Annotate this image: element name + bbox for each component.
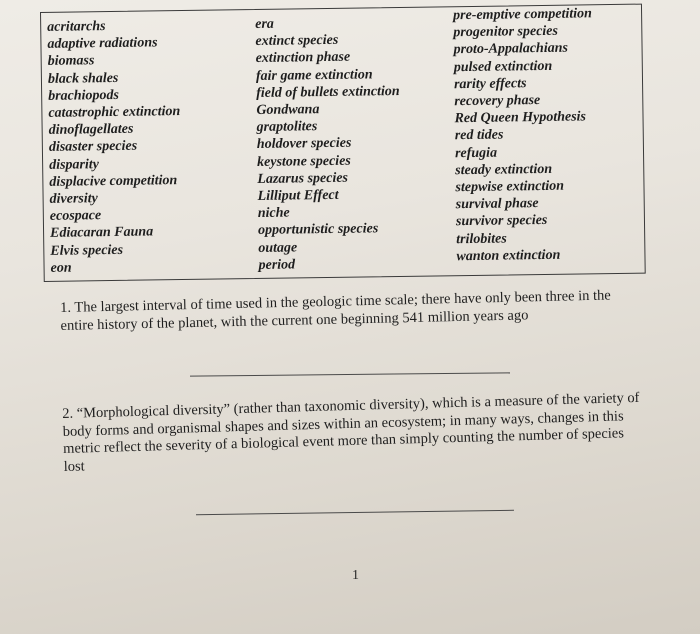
word-bank-term: black shales (47, 70, 119, 87)
word-bank-term: steady extinction (455, 161, 553, 179)
word-bank-term: niche (257, 205, 290, 222)
word-bank-term: diversity (49, 191, 98, 207)
word-bank-term: extinct species (255, 33, 339, 50)
word-bank-term: Lilliput Effect (257, 187, 339, 205)
word-bank-term: refugia (454, 145, 498, 161)
word-bank-term: adaptive radiations (47, 35, 158, 53)
word-bank-term: brachiopods (48, 87, 120, 104)
word-bank-term: holdover species (256, 136, 352, 153)
word-bank-term: Elvis species (50, 242, 124, 259)
word-bank-term: disaster species (48, 139, 138, 156)
word-bank-term: Gondwana (256, 102, 320, 119)
page-number: 1 (352, 568, 359, 583)
word-bank-term: rarity effects (453, 76, 527, 93)
word-bank-term: keystone species (257, 153, 351, 170)
word-bank-term: pre-emptive competition (452, 6, 592, 24)
word-bank-term: progenitor species (453, 23, 559, 41)
word-bank-term: trilobites (456, 231, 507, 247)
word-bank-term: eon (50, 260, 72, 276)
word-bank-term: acritarchs (47, 19, 106, 35)
word-bank-term: graptolites (256, 119, 318, 136)
word-bank-column-1 (47, 17, 182, 277)
word-bank-term: stepwise extinction (455, 178, 565, 196)
word-bank-term: biomass (47, 53, 95, 70)
word-bank-box (40, 4, 646, 282)
answer-line-1[interactable] (190, 372, 510, 376)
question-1: 1. The largest interval of time used in the geologic time scale; there have only been three in the entire history of the planet, with the current one beginning 541 million years ago (60, 287, 611, 334)
word-bank-term: outage (258, 240, 298, 256)
word-bank-term: period (258, 257, 296, 273)
word-bank-term: wanton extinction (456, 247, 561, 265)
word-bank-column-3 (453, 5, 595, 265)
word-bank-term: Ediacaran Fauna (49, 224, 154, 242)
word-bank-term: survival phase (455, 196, 539, 213)
word-bank-term: disparity (49, 156, 100, 173)
word-bank-term: Lazarus species (257, 170, 349, 187)
answer-line-2[interactable] (196, 510, 514, 515)
word-bank-term: catastrophic extinction (48, 104, 181, 121)
word-bank-term: proto-Appalachians (453, 41, 569, 58)
word-bank-term: era (255, 16, 274, 32)
word-bank-term: red tides (454, 127, 504, 144)
word-bank-term: extinction phase (255, 50, 351, 67)
word-bank-term: opportunistic species (257, 221, 379, 239)
word-bank-term: field of bullets extinction (256, 83, 400, 101)
word-bank-term: dinoflagellates (48, 121, 134, 139)
word-bank-column-2 (255, 14, 402, 274)
word-bank-term: pulsed extinction (453, 58, 553, 75)
word-bank-term: survivor species (455, 213, 548, 230)
word-bank-term: fair game extinction (255, 66, 373, 84)
word-bank-term: displacive competition (49, 172, 178, 190)
word-bank-term: ecospace (49, 208, 102, 225)
word-bank-term: Red Queen Hypothesis (454, 109, 587, 127)
word-bank-term: recovery phase (454, 93, 541, 110)
question-2: 2. “Morphological diversity” (rather than taxonomic diversity), which is a measure of the variety of body forms and organismal shapes and sizes within an ecosystem; in many ways, changes in this metric reflect the severity of a biological event more than simply counting the number of species lost (62, 389, 640, 475)
